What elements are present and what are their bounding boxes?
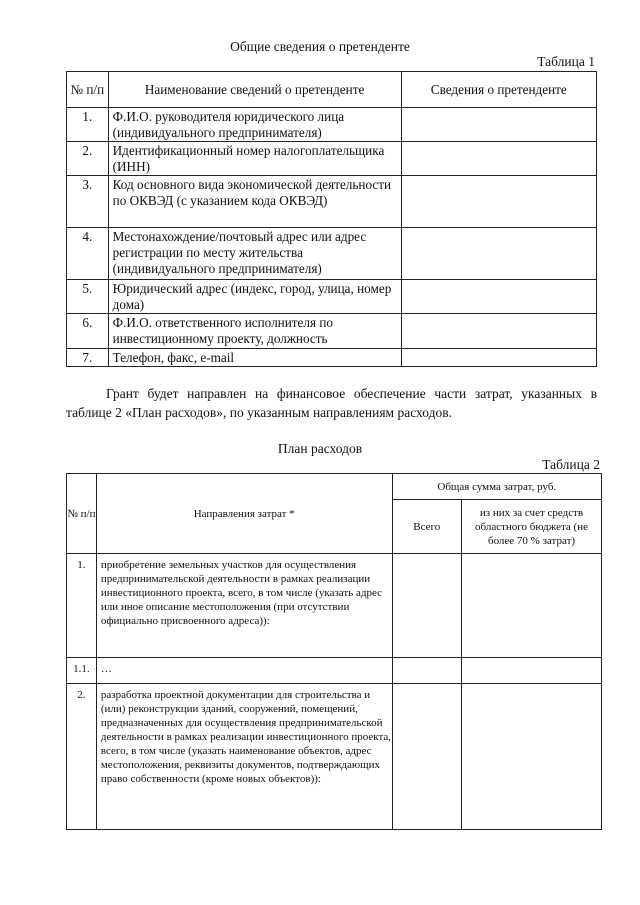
- header-total-group: Общая сумма затрат, руб.: [392, 474, 601, 500]
- row-name: Код основного вида экономической деятельности по ОКВЭД (с указанием кода ОКВЭД): [108, 176, 401, 228]
- row-num: 2.: [67, 142, 109, 176]
- row-value-cell[interactable]: [401, 349, 596, 367]
- header-num: № п/п: [67, 72, 109, 108]
- row-total-cell[interactable]: [392, 554, 461, 658]
- header-value: Сведения о претенденте: [401, 72, 596, 108]
- table-row: [67, 142, 597, 176]
- row-num: 5.: [67, 280, 109, 314]
- applicant-info-table: [66, 71, 597, 367]
- row-name: Ф.И.О. ответственного исполнителя по инвестиционному проекту, должность: [108, 314, 401, 349]
- row-name: Юридический адрес (индекс, город, улица, номер дома): [108, 280, 401, 314]
- row-budget-cell[interactable]: [462, 554, 602, 658]
- table2-label: Таблица 2: [542, 457, 600, 472]
- row-name: Телефон, факс, e-mail: [108, 349, 401, 367]
- row-num: 7.: [67, 349, 109, 367]
- row-num: 1.1.: [67, 658, 97, 684]
- row-name: Идентификационный номер налогоплательщика (ИНН): [108, 142, 401, 176]
- row-num: 2.: [67, 684, 97, 830]
- section1-title: Общие сведения о претенденте: [230, 39, 410, 54]
- row-total-cell[interactable]: [392, 684, 461, 830]
- row-num: 4.: [67, 228, 109, 280]
- row-num: 1.: [67, 108, 109, 142]
- row-value-cell[interactable]: [401, 280, 596, 314]
- header-num: № п/п: [67, 474, 97, 554]
- table1-label: Таблица 1: [537, 54, 595, 69]
- row-budget-cell[interactable]: [462, 684, 602, 830]
- table-row: [67, 280, 597, 314]
- header-name: Наименование сведений о претенденте: [108, 72, 401, 108]
- row-total-cell[interactable]: [392, 658, 461, 684]
- header-total: Всего: [392, 500, 461, 554]
- header-budget: из них за счет средств областного бюджета (не более 70 % затрат): [462, 500, 602, 554]
- row-num: 1.: [67, 554, 97, 658]
- row-value-cell[interactable]: [401, 142, 596, 176]
- table-header-row: [67, 474, 602, 500]
- grant-paragraph: Грант будет направлен на финансовое обеспечение части затрат, указанных в таблице 2 «План расходов», по указанным направлениям расходов.: [66, 386, 597, 420]
- header-direction: Направления затрат *: [96, 474, 392, 554]
- table-row: [67, 658, 602, 684]
- row-name: Ф.И.О. руководителя юридического лица (индивидуального предпринимателя): [108, 108, 401, 142]
- row-value-cell[interactable]: [401, 228, 596, 280]
- table-row: [67, 684, 602, 830]
- row-budget-cell[interactable]: [462, 658, 602, 684]
- table-row: [67, 228, 597, 280]
- table-row: [67, 108, 597, 142]
- table-row: [67, 176, 597, 228]
- row-value-cell[interactable]: [401, 108, 596, 142]
- expense-plan-table: [66, 473, 602, 830]
- table-header-row: [67, 72, 597, 108]
- row-value-cell[interactable]: [401, 176, 596, 228]
- table-row: [67, 349, 597, 367]
- row-direction: разработка проектной документации для строительства и (или) реконструкции зданий, сооружений, помещений, предназначенных для осуществления предпринимательской деятельности в рамках реализации инвестиционного проекта, всего, в том числе (указать наименование объектов, адрес местоположения, реквизиты документов, подтверждающих право собственности (кроме новых объектов)):: [96, 684, 392, 830]
- row-value-cell[interactable]: [401, 314, 596, 349]
- row-num: 6.: [67, 314, 109, 349]
- table-row: [67, 554, 602, 658]
- row-name: Местонахождение/почтовый адрес или адрес регистрации по месту жительства (индивидуального предпринимателя): [108, 228, 401, 280]
- table-row: [67, 314, 597, 349]
- row-direction: …: [96, 658, 392, 684]
- section2-title: План расходов: [277, 441, 363, 456]
- row-num: 3.: [67, 176, 109, 228]
- row-direction: приобретение земельных участков для осуществления предпринимательской деятельности в рамках реализации инвестиционного проекта, всего, в том числе (указать адрес или иное описание местоположения (при отсутствии официально присвоенного адреса)):: [96, 554, 392, 658]
